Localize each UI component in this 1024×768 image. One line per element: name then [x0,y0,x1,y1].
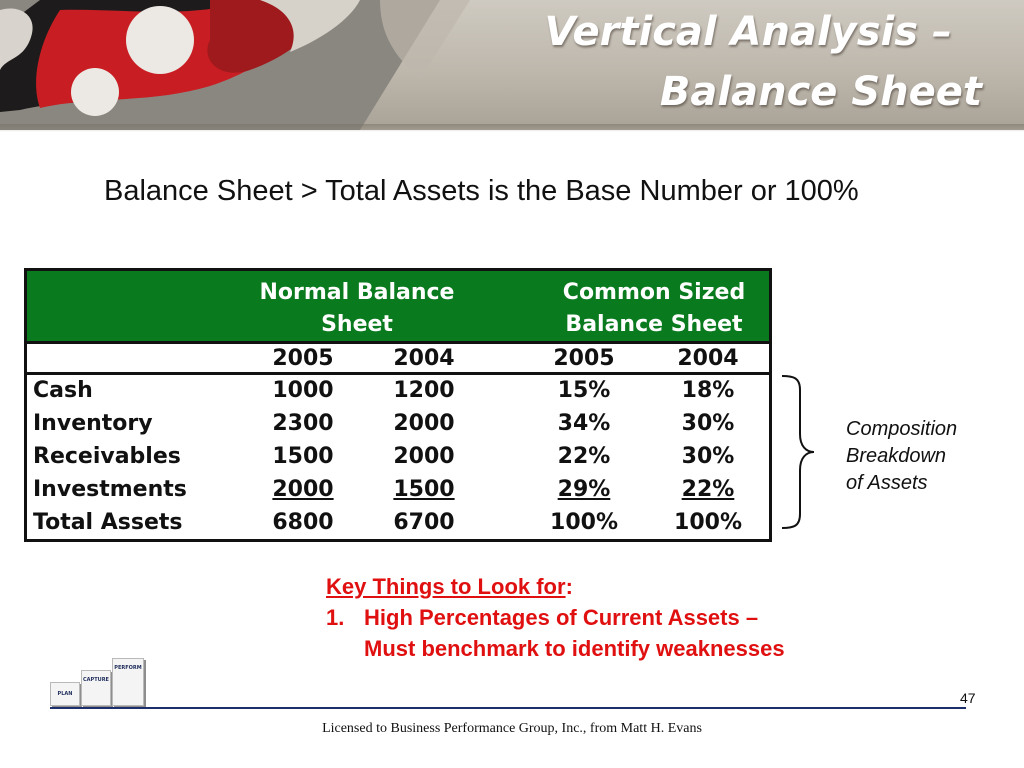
row-label: Investments [33,477,187,502]
logo-step: PLAN [50,682,80,706]
table-row [27,409,769,442]
key-things-colon: : [565,574,573,599]
value-cell: 15% [557,378,611,403]
value-cell: 29% [557,477,611,502]
page-number: 47 [960,690,976,706]
year-cell: 2004 [393,346,455,371]
value-cell: 6700 [393,510,455,535]
value-cell: 6800 [272,510,334,535]
title-line-1: Vertical Analysis – [544,9,952,55]
footer-rule [50,707,966,709]
header-banner [0,0,1024,130]
puzzle-pieces-image [0,0,470,130]
slide-subtitle: Balance Sheet > Total Assets is the Base Number or 100% [104,175,859,207]
logo-step: CAPTURE [81,670,111,706]
curly-bracket-icon [780,372,830,532]
key-things-item [326,602,785,664]
value-cell: 1500 [272,444,334,469]
license-text: Licensed to Business Performance Group, Inc., from Matt H. Evans [322,721,702,736]
header-normal-balance-sheet: Normal Balance Sheet [259,280,455,337]
value-cell: 100% [674,510,742,535]
table-row [27,442,769,475]
value-cell: 18% [681,378,735,403]
note-line: Composition [846,418,958,440]
table-row-total [27,508,769,541]
item-line: Must benchmark to identify weaknesses [364,636,785,661]
item-line: High Percentages of Current Assets – [364,605,759,630]
row-label: Total Assets [33,510,183,535]
value-cell: 34% [557,411,611,436]
value-cell: 22% [681,477,735,502]
key-things-section [326,571,785,664]
value-cell: 1200 [393,378,455,403]
item-number: 1. [326,605,345,630]
row-label: Receivables [33,444,181,469]
item-text [364,602,785,664]
value-cell: 1500 [393,477,455,502]
value-cell: 2000 [393,444,455,469]
slide-title [544,2,982,122]
header-common-sized-balance-sheet: Common Sized Balance Sheet [562,280,746,337]
value-cell: 30% [681,444,735,469]
composition-note [846,416,957,497]
table-row [27,376,769,409]
value-cell: 2300 [272,411,334,436]
value-cell: 30% [681,411,735,436]
header-shadow [0,124,1024,132]
key-things-heading: Key Things to Look for [326,574,566,599]
value-cell: 2000 [272,477,334,502]
year-cell: 2005 [553,346,615,371]
table-row [27,475,769,508]
balance-sheet-table [24,268,772,542]
note-line: Breakdown [846,445,947,467]
row-label: Inventory [33,411,153,436]
value-cell: 2000 [393,411,455,436]
value-cell: 1000 [272,378,334,403]
table-header [27,271,769,341]
logo-step: PERFORM [112,658,144,706]
year-cell: 2005 [272,346,334,371]
year-cell: 2004 [677,346,739,371]
title-line-2: Balance Sheet [659,69,982,115]
row-label: Cash [33,378,93,403]
plan-capture-perform-logo [50,656,146,708]
key-things-heading-row [326,571,785,602]
note-line: of Assets [846,472,928,494]
year-row [27,341,769,375]
value-cell: 22% [557,444,611,469]
value-cell: 100% [550,510,618,535]
